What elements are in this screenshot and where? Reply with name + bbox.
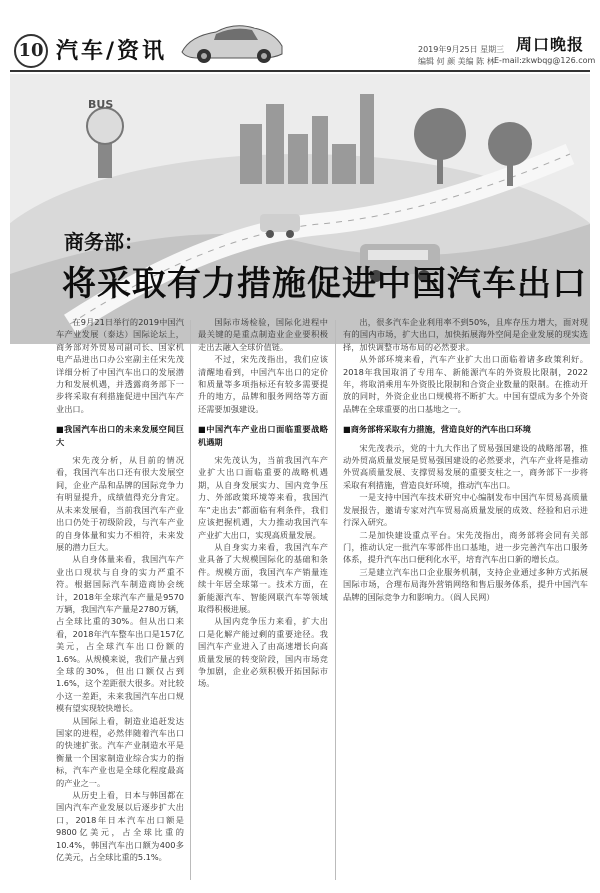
paragraph: 宋先茂表示，党的十九大作出了贸易强国建设的战略部署，推动外贸高质量发展是贸易强国建设的必然要求，汽车产业将是推动外贸高质量发展、支撑贸易发展的重要支柱之一，商务部下一步将采取有利措施，营造良好环境，推动汽车出口。 (343, 442, 588, 490)
email-address: E-mail:zkwbqg@126.com (494, 56, 596, 65)
section-title: 汽车/资讯 (56, 39, 168, 64)
section-subheading: ■中国汽车产业出口面临重要战略机遇期 (198, 424, 328, 447)
article-column-1 (56, 316, 184, 863)
paragraph: 三是建立汽车出口企业服务机制，支持企业通过多种方式拓展国际市场，合理布局海外营销网络和售后服务体系，提升中国汽车品牌的国际竞争力和影响力。（阎人民网） (343, 566, 588, 602)
section-subheading: ■我国汽车出口的未来发展空间巨大 (56, 424, 184, 447)
sports-car-illustration (176, 16, 286, 66)
date-line: 2019年9月25日 星期三 (418, 45, 505, 54)
subheadline: 商务部： (64, 230, 144, 254)
paragraph: 从自身实力来看，我国汽车产业具备了大规模国际化的基础和条件。规模方面，我国汽车产销量连续十年居全球第一。技术方面，在新能源汽车、智能网联汽车等领域取得积极进展。 (198, 541, 328, 614)
paragraph: 从国内竞争压力来看，扩大出口是化解产能过剩的重要途径。我国汽车产业进入了由高速增长向高质量发展的转变阶段，国内市场竞争加剧，企业必须积极开拓国际市场。 (198, 616, 328, 689)
paragraph: 宋先茂认为，当前我国汽车产业扩大出口面临重要的战略机遇期，从自身发展实力、国内竞争压力、外部政策环境等来看，我国汽车“走出去”都面临有利条件，我们应该把握机遇，大力推动我国汽车产业扩大出口，实现高质量发展。 (198, 455, 328, 540)
header-rule (10, 70, 590, 72)
paragraph: 从外部环境来看，汽车产业扩大出口面临着诸多政策利好。2018年我国取消了专用车、新能源汽车的外资股比限制，2022年，将取消乘用车外资股比限制和合资企业数量的限制。在推动开放的同时，外资企业出口规模将不断扩大。中国有望成为多个外资品牌在全球重要的出口基地之一。 (343, 354, 588, 414)
article-lead: 在9月21日举行的2019中国汽车产业发展（泰达）国际论坛上，商务部对外贸易司副司长、国家机电产品进出口办公室副主任宋先茂详细分析了中国汽车出口的发展潜力和发展机遇，并透露商务部下一步将采取有利措施促进中国汽车产业出口。 (56, 317, 184, 414)
paragraph: 一是支持中国汽车技术研究中心编制发布中国汽车贸易高质量发展报告，邀请专家对汽车贸易高质量发展的成效、经验和启示进行深入研究。 (343, 492, 588, 528)
paragraph: 从自身体量来看，我国汽车产业出口现状与自身的实力严重不符。根据国际汽车制造商协会统计，2018年全球汽车产量是9570万辆，我国汽车产量是2780万辆，占全球比重的30%。但从出口来看，2018年汽车整车出口是157亿美元，占全球汽车出口份额的1.6%。从规模来说，我们产量占到全球的30%，但出口额仅占到1.6%，这个差距很大很多。对比较小这一差距，未来我国汽车出口规模有望实现较快增长。 (56, 554, 184, 714)
editor-line: 编辑 何 颜 美编 陈 林 (418, 57, 495, 66)
paragraph: 从历史上看，日本与韩国都在国内汽车产业发展以后逐步扩大出口，2018年日本汽车出口额是9800亿美元，占全球比重的10.4%，韩国汽车出口额为400多亿美元，占全球比重的5.1%。 (56, 790, 184, 863)
column-divider (190, 320, 191, 880)
page-number: 10 (14, 34, 48, 68)
paper-name: 周口晚报 (516, 35, 585, 54)
paragraph: 二是加快建设重点平台。宋先茂指出，商务部将会同有关部门，推动认定一批汽车零部件出口基地，进一步完善汽车出口服务体系，提升汽车出口便利化水平，培育汽车出口新的增长点。 (343, 529, 588, 565)
bus-sign: BUS (88, 98, 114, 111)
article-column-3 (343, 316, 588, 603)
headline: 将采取有力措施促进中国汽车出口 (62, 264, 587, 304)
article-column-2 (198, 316, 328, 690)
paragraph: 不过，宋先茂指出，我们应该清醒地看到，中国汽车出口的定价和质量等多项指标还有较多需要提升的地方，品牌和服务网络等方面还需要加强建设。 (198, 354, 328, 414)
paragraph: 国际市场检验，国际化进程中最关键的是重点制造业企业要积极走出去融入全球价值链。 (198, 317, 328, 352)
section-subheading: ■商务部将采取有力措施，营造良好的汽车出口环境 (343, 424, 531, 435)
column-divider (335, 320, 336, 880)
paragraph: 出，很多汽车企业利用率不到50%，且库存压力增大，面对现有的国内市场，扩大出口，加快拓展海外空间是企业发展的现实选择，加快调整市场布局的必然要求。 (343, 317, 588, 352)
paragraph: 宋先茂分析，从目前的情况看，我国汽车出口还有很大发展空间，企业产品和品牌的国际竞争力有明显提升，成绩值得充分肯定。从未来发展看，当前我国汽车产业出口仍处于初级阶段，与汽车产业的自身体量和实力不相符，未来发展的潜力巨大。 (56, 455, 184, 552)
paragraph: 从国际上看，制造业追赶发达国家的进程，必然伴随着汽车出口的快速扩张。汽车产业制造水平是衡量一个国家制造业综合实力的指标，汽车产业也是全球化程度最高的产业之一。 (56, 715, 184, 788)
